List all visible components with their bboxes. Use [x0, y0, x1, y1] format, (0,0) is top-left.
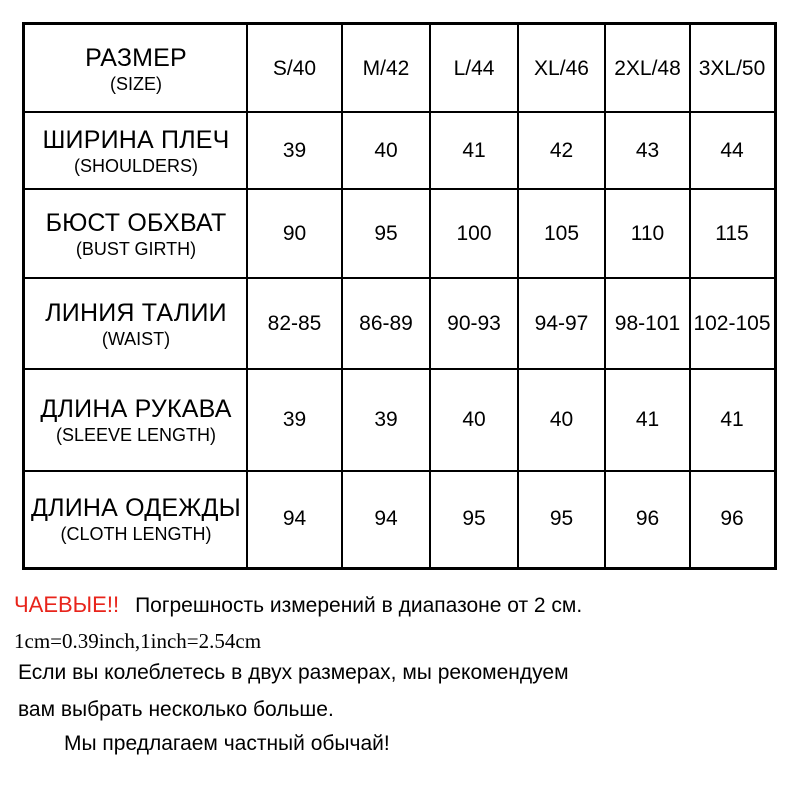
- measurement-value: 96: [720, 507, 744, 530]
- measurement-value: 115: [715, 221, 749, 245]
- measurement-value: 90: [282, 221, 307, 245]
- tip-label: ЧАЕВЫЕ!!: [14, 592, 120, 617]
- label-main: ДЛИНА РУКАВА: [40, 395, 232, 423]
- measurement-value: 40: [549, 408, 574, 431]
- value-cell: [605, 278, 690, 369]
- measurement-value: 110: [630, 221, 665, 245]
- measurement-value: 42: [549, 138, 574, 162]
- measurement-value: 95: [462, 507, 486, 530]
- measurement-value: 41: [462, 138, 486, 162]
- measurement-label-cell: [25, 278, 247, 369]
- measurement-label-cell: [25, 112, 247, 189]
- value-cell: [247, 112, 342, 189]
- measurement-value: 39: [374, 408, 398, 431]
- value-cell: [430, 189, 518, 278]
- measurement-value: 41: [720, 408, 744, 431]
- measurement-value: 94: [374, 507, 398, 530]
- label-main: ДЛИНА ОДЕЖДЫ: [30, 494, 242, 522]
- value-cell: [605, 369, 690, 471]
- measurement-value: 40: [374, 138, 398, 162]
- label-sub: (WAIST): [101, 328, 171, 349]
- measurement-value: 43: [635, 138, 660, 162]
- value-cell: [342, 189, 430, 278]
- size-header-cell: [430, 25, 518, 112]
- measurement-value: 98-101: [614, 311, 681, 335]
- value-cell: [342, 112, 430, 189]
- value-cell: [690, 278, 774, 369]
- label-main: РАЗМЕР: [85, 43, 187, 72]
- label-main: ЛИНИЯ ТАЛИИ: [45, 298, 227, 327]
- size-header-cell: [247, 25, 342, 112]
- value-cell: [605, 471, 690, 567]
- value-cell: [342, 369, 430, 471]
- size-header-cell: [605, 25, 690, 112]
- size-header-cell: [690, 25, 774, 112]
- measurement-value: 95: [549, 507, 574, 530]
- label-sub: (SIZE): [110, 73, 162, 94]
- label-main: БЮСТ ОБХВАТ: [45, 208, 227, 237]
- value-cell: [430, 471, 518, 567]
- measurement-value: 82-85: [267, 311, 322, 335]
- measurement-note: [14, 592, 582, 618]
- size-label: 3XL/50: [698, 56, 766, 80]
- measurement-value: 44: [720, 138, 744, 162]
- value-cell: [430, 369, 518, 471]
- custom-offer-note: Мы предлагаем частный обычай!: [64, 732, 390, 755]
- measurement-value: 39: [282, 138, 307, 162]
- value-cell: [342, 278, 430, 369]
- measurement-value: 39: [282, 408, 307, 431]
- value-cell: [247, 369, 342, 471]
- measurement-value: 102-105: [693, 311, 771, 335]
- label-sub: (BUST GIRTH): [75, 238, 197, 259]
- size-label: L/44: [453, 56, 495, 80]
- recommend-line-1: Если вы колеблетесь в двух размерах, мы рекомендуем: [18, 661, 569, 684]
- recommend-line-2: вам выбрать несколько больше.: [18, 698, 334, 721]
- value-cell: [518, 278, 605, 369]
- measurement-value: 94: [282, 507, 307, 530]
- value-cell: [247, 471, 342, 567]
- value-cell: [518, 112, 605, 189]
- measurement-value: 41: [635, 408, 660, 431]
- size-header-cell: [342, 25, 430, 112]
- value-cell: [690, 112, 774, 189]
- size-label: XL/46: [534, 56, 589, 80]
- measurement-value: 105: [543, 221, 580, 245]
- measurement-value: 94-97: [534, 311, 589, 335]
- measurement-error-text: Погрешность измерений в диапазоне от 2 см.: [135, 594, 583, 617]
- label-main: ШИРИНА ПЛЕЧ: [42, 125, 230, 154]
- size-header-label-cell: [25, 25, 247, 112]
- measurement-label-cell: [25, 471, 247, 567]
- value-cell: [342, 471, 430, 567]
- measurement-value: 95: [374, 221, 398, 245]
- label-sub: (SLEEVE LENGTH): [55, 425, 217, 445]
- size-header-cell: [518, 25, 605, 112]
- value-cell: [605, 189, 690, 278]
- value-cell: [518, 189, 605, 278]
- label-sub: (CLOTH LENGTH): [60, 524, 212, 544]
- measurement-label-cell: [25, 369, 247, 471]
- value-cell: [430, 112, 518, 189]
- size-chart-table: [22, 22, 777, 570]
- value-cell: [518, 471, 605, 567]
- value-cell: [247, 278, 342, 369]
- size-label: 2XL/48: [614, 56, 681, 80]
- value-cell: [247, 189, 342, 278]
- size-label: S/40: [272, 56, 317, 80]
- value-cell: [690, 471, 774, 567]
- size-chart-grid: [25, 25, 774, 567]
- measurement-label-cell: [25, 189, 247, 278]
- value-cell: [690, 369, 774, 471]
- label-sub: (SHOULDERS): [73, 155, 198, 176]
- value-cell: [430, 278, 518, 369]
- value-cell: [690, 189, 774, 278]
- measurement-value: 100: [456, 221, 492, 245]
- measurement-value: 40: [462, 408, 486, 431]
- measurement-value: 86-89: [359, 311, 413, 335]
- conversion-note: 1cm=0.39inch,1inch=2.54cm: [14, 629, 262, 653]
- size-label: M/42: [362, 56, 410, 80]
- measurement-value: 96: [635, 507, 660, 530]
- value-cell: [605, 112, 690, 189]
- measurement-value: 90-93: [447, 311, 501, 335]
- value-cell: [518, 369, 605, 471]
